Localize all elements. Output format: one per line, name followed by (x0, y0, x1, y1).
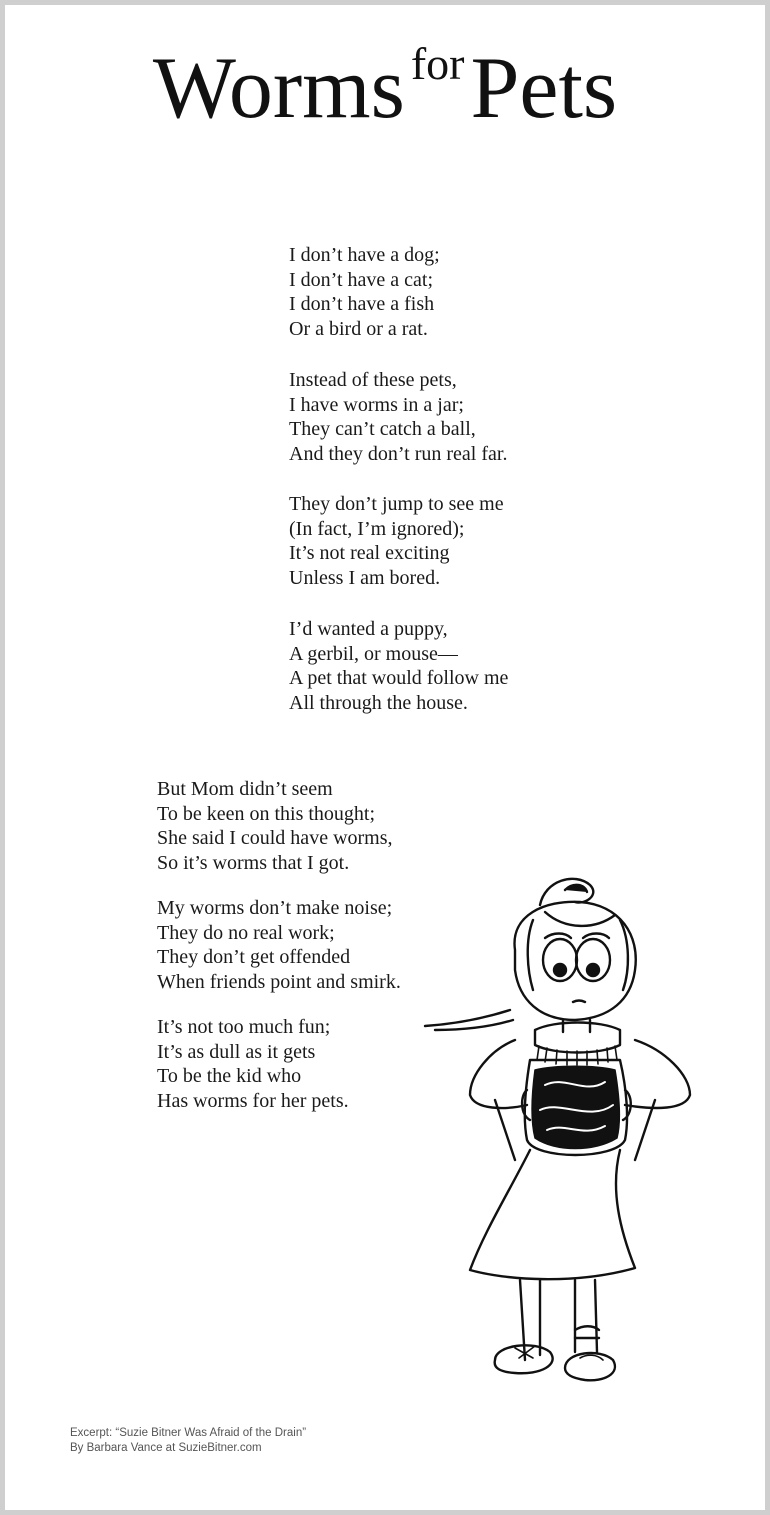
title-worms: Worms (152, 40, 405, 137)
credit-excerpt-line: Excerpt: “Suzie Bitner Was Afraid of the Drain” (70, 1427, 307, 1439)
stanza-3 (289, 492, 504, 591)
poem-line: Instead of these pets, (289, 369, 457, 391)
poem-line: (In fact, I’m ignored); (289, 517, 465, 540)
poem-line: I don’t have a fish (289, 293, 435, 316)
poem-line: To be keen on this thought; (157, 802, 376, 825)
poem-line: Or a bird or a rat. (289, 318, 428, 341)
poem-line: She said I could have worms, (157, 827, 393, 850)
poem-line: My worms don’t make noise; (157, 897, 393, 919)
credit-author-line: By Barbara Vance at SuzieBitner.com (70, 1442, 262, 1454)
poem-line: So it’s worms that I got. (157, 852, 350, 875)
stanza-6 (157, 896, 401, 995)
poem-title (0, 38, 770, 139)
poem-line: Unless I am bored. (289, 567, 441, 590)
poem-line: A pet that would follow me (289, 667, 509, 690)
poem-line: It’s not too much fun; (157, 1016, 331, 1038)
poem-line: When friends point and smirk. (157, 971, 401, 994)
title-for: for (410, 38, 465, 89)
poem-line: It’s not real exciting (289, 542, 450, 565)
stanza-7 (157, 1015, 349, 1114)
girl-holding-worm-jar-illustration (415, 860, 715, 1420)
poem-line: I have worms in a jar; (289, 393, 464, 416)
poem-line: I don’t have a dog; (289, 244, 440, 266)
poem-line: A gerbil, or mouse— (289, 642, 458, 665)
poem-line: It’s as dull as it gets (157, 1040, 316, 1063)
poem-line: All through the house. (289, 692, 468, 715)
stanza-1 (289, 243, 440, 342)
poem-line: They can’t catch a ball, (289, 418, 476, 441)
poem-line: To be the kid who (157, 1065, 302, 1088)
poem-line: Has worms for her pets. (157, 1090, 349, 1113)
stanza-5 (157, 777, 393, 876)
title-pets: Pets (470, 40, 618, 137)
stanza-4 (289, 617, 508, 716)
excerpt-credit (70, 1426, 306, 1456)
poem-line: They do no real work; (157, 921, 335, 944)
stanza-2 (289, 368, 507, 467)
poem-line: I’d wanted a puppy, (289, 618, 448, 640)
poem-line: I don’t have a cat; (289, 268, 434, 291)
poem-line: And they don’t run real far. (289, 443, 508, 466)
poem-line: They don’t get offended (157, 946, 351, 969)
poem-line: They don’t jump to see me (289, 493, 504, 515)
poem-line: But Mom didn’t seem (157, 778, 333, 800)
